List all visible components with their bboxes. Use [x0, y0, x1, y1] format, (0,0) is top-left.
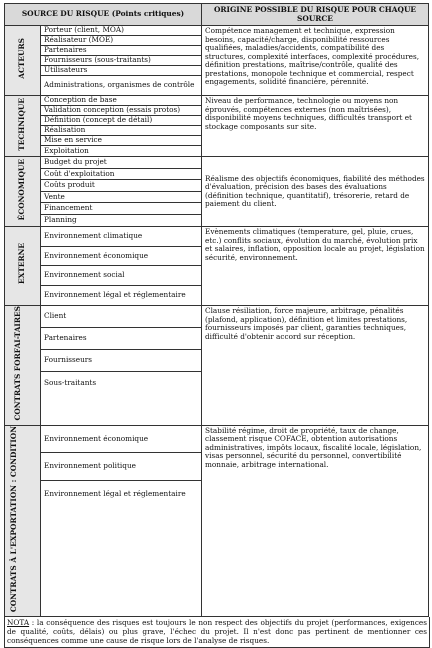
- section-row-contrats-forfaitaires: [5, 306, 429, 426]
- source-item: Définition (concept de détail): [41, 116, 201, 126]
- source-item: Conception de base: [41, 96, 201, 106]
- category-label: CONTRATS FORFAI-TAIRES: [12, 306, 22, 421]
- table-header-row: [5, 4, 429, 26]
- source-item: Environnement légal et réglementaire: [44, 489, 186, 499]
- source-item: Coût d'exploitation: [41, 169, 201, 181]
- source-item: Porteur (client, MOA): [41, 26, 201, 36]
- source-item: Mise en service: [41, 136, 201, 146]
- category-label: ÉCONOMIQUE: [17, 158, 27, 221]
- source-item: Planning: [44, 215, 77, 225]
- risk-table-sheet: [4, 3, 428, 617]
- origin-cell: Réalisme des objectifs économiques, fiabilité des méthodes d'évaluation, précision des bases des évaluations (définition technique, quantitatif), trésorerie, retard de paiement du client.: [202, 157, 429, 227]
- category-cell: [5, 425, 41, 616]
- source-item: Exploitation: [44, 145, 89, 155]
- source-item: Réalisation: [41, 126, 201, 136]
- source-item: Financement: [41, 203, 201, 215]
- footnote-label: NOTA: [7, 618, 30, 627]
- source-items: [41, 227, 202, 306]
- source-item: Environnement climatique: [41, 227, 201, 247]
- source-item: Vente: [41, 192, 201, 204]
- source-item: Client: [41, 306, 201, 328]
- source-item: Environnement politique: [41, 453, 201, 481]
- origin-cell: Evènements climatiques (temperature, gel, pluie, crues, etc.) conflits sociaux, évolution du marché, évolution prix et salaires, inflation, opposition locale au projet, législation sécurité, environnement.: [202, 227, 429, 306]
- source-item: Environnement légal et réglementaire: [44, 290, 186, 300]
- origin-cell: Compétence management et technique, expression besoins, capacité/charge, disponibilité ressources qualifiées, maladies/accidents, compatibilité des structures, complexité interfaces, complexité procédures, définition prestations, maîtrise/contrôle, qualité des prestations, monopole technique et commercial, respect engagements, solidité financière, pérennité.: [202, 26, 429, 96]
- footnote-text: : la conséquence des risques est toujours le non respect des objectifs du projet (performances, exigences de qualité, coûts, délais) ou plus grave, l'échec du projet. Il n'est donc pas pertinent de mentionner ces conséquences comme une cause de risque lors de l'analyse de risques.: [7, 618, 427, 645]
- section-row-economique: [5, 157, 429, 227]
- source-item: Partenaires: [41, 328, 201, 350]
- source-item: Fournisseurs: [41, 350, 201, 372]
- origin-cell: Clause résiliation, force majeure, arbitrage, pénalités (plafond, application), définition et limites prestations, fournisseurs imposés par client, garanties techniques, difficulté d'obtenir accord sur réception.: [202, 306, 429, 426]
- source-item: Utilisateurs: [41, 66, 201, 76]
- category-label: EXTERNE: [17, 243, 27, 285]
- section-row-externe: [5, 227, 429, 306]
- section-row-contrats-exportation: [5, 425, 429, 616]
- source-item: Environnement économique: [41, 426, 201, 454]
- origin-cell: Niveau de performance, technologie ou moyens non éprouvés, compétences externes (non maîtrisées), disponibilité moyens techniques, difficultés transport et stockage composants sur site.: [202, 96, 429, 157]
- source-item: Environnement social: [41, 266, 201, 286]
- source-item: Validation conception (essais protos): [41, 106, 201, 116]
- category-label: CONTRATS À L'EXPORTATION : CONDITION: [8, 425, 18, 612]
- source-item: Réalisateur (MOE): [41, 36, 201, 46]
- source-item: Partenaires: [41, 46, 201, 56]
- header-source: SOURCE DU RISQUE (Points critiques): [5, 4, 202, 26]
- source-items: [41, 26, 202, 96]
- section-row-technique: [5, 96, 429, 157]
- source-items: [41, 425, 202, 616]
- header-origin: ORIGINE POSSIBLE DU RISQUE POUR CHAQUE SOURCE: [202, 4, 429, 26]
- category-label: TECHNIQUE: [17, 97, 27, 151]
- source-item: Administrations, organismes de contrôle: [44, 80, 195, 90]
- source-item: Coûts produit: [41, 180, 201, 192]
- source-item: Budget du projet: [41, 157, 201, 169]
- category-label: ACTEURS: [17, 38, 27, 79]
- category-cell: [5, 227, 41, 306]
- footnote: [4, 617, 430, 648]
- source-items: [41, 306, 202, 426]
- source-item: Fournisseurs (sous-traitants): [41, 56, 201, 66]
- risk-table: [4, 3, 429, 617]
- source-item: Sous-traitants: [44, 377, 97, 387]
- source-items: [41, 157, 202, 227]
- category-cell: [5, 26, 41, 96]
- section-row-acteurs: [5, 26, 429, 96]
- category-cell: [5, 157, 41, 227]
- source-items: [41, 96, 202, 157]
- category-cell: [5, 96, 41, 157]
- source-item: Environnement économique: [41, 247, 201, 267]
- category-cell: [5, 306, 41, 426]
- origin-cell: Stabilité régime, droit de propriété, taux de change, classement risque COFACE, obtention autorisations administratives, impôts locaux, fiscalité locale, législation, visas personnel, sécurité du personnel, convertibilité monnaie, arbitrage international.: [202, 425, 429, 616]
